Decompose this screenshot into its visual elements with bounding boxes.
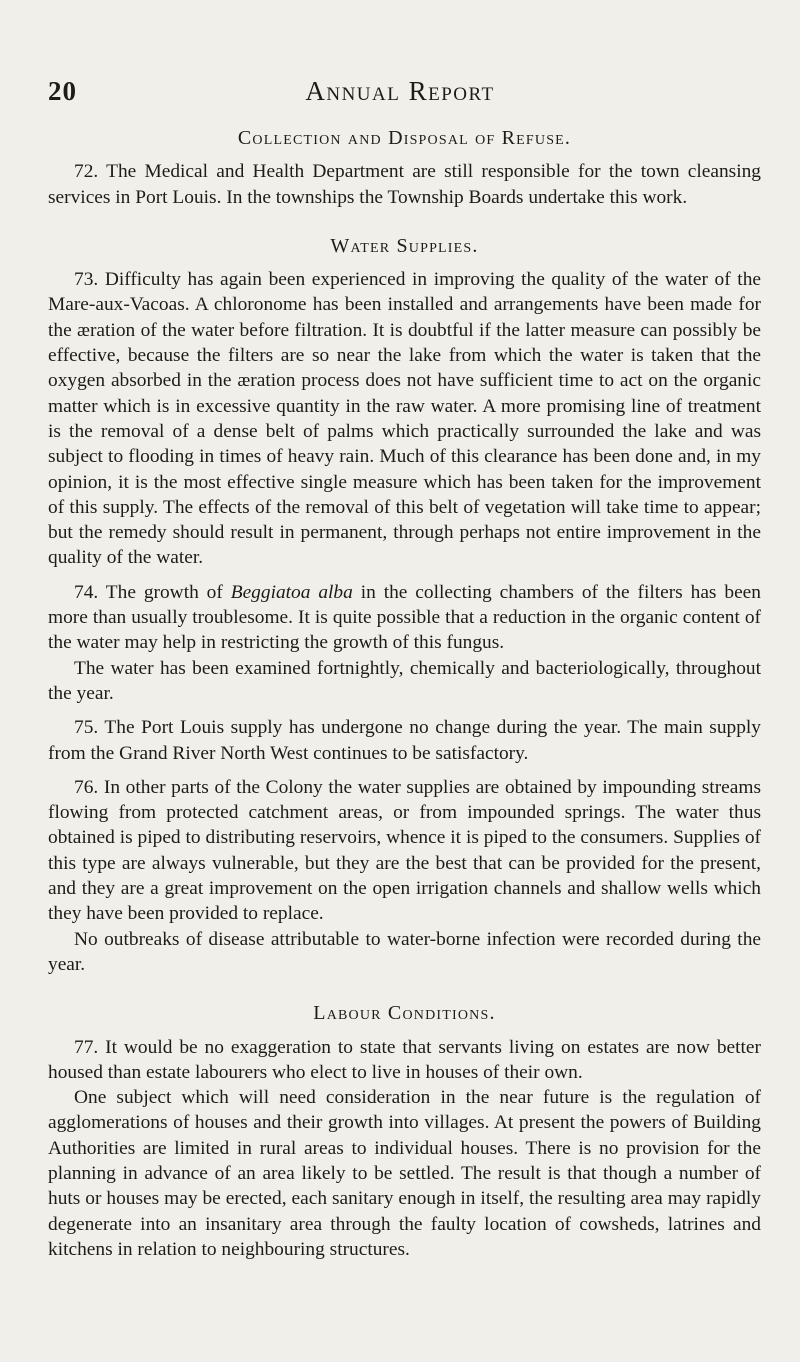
paragraph-72: 72. The Medical and Health Department are still responsible for the town cleansing services in Port Louis. In the townships the Township Boards undertake this work. [48,161,761,208]
body-text [48,126,761,1262]
running-title: Annual Report [305,76,495,106]
section-heading-refuse: Collection and Disposal of Refuse. [237,127,572,149]
page-number: 20 [48,76,77,106]
paragraph-75: 75. The Port Louis supply has undergone no change during the year. The main supply from the Grand River North West continues to be satisfactory. [48,717,761,764]
paragraph-74 [48,580,761,656]
paragraph-77-continued: One subject which will need consideration in the near future is the regulation of agglomerations of houses and their growth into villages. At present the powers of Building Authorities are limited in rural areas to individual houses. There is no provision for the planning in advance of an area likely to be settled. The result is that though a number of huts or houses may be erected, each sanitary enough in itself, the resulting area may rapidly degenerate into an insanitary area through the faulty location of cowsheds, latrines and kitchens in relation to neighbouring structures. [48,1087,761,1260]
paragraph-74-continued: The water has been examined fortnightly, chemically and bacteriologically, throughout the year. [48,657,761,704]
paragraph-74-text-start: 74. The growth of [74,581,231,603]
species-name: Beggiatoa alba [230,581,353,603]
paragraph-73: 73. Difficulty has again been experienced in improving the quality of the water of the Mare-aux-Vacoas. A chloronome has been installed and arrangements have been made for the æration of the water before filtration. It is doubtful if the latter measure can possibly be effective, because the filters are so near the lake from which the water is taken that the oxygen absorbed in the æration process does not have sufficient time to act on the organic matter which is in excessive quantity in the raw water. A more promising line of treatment is the removal of a dense belt of palms which practically surrounded the lake and was subject to flooding in times of heavy rain. Much of this clearance has been done and, in my opinion, it is the most effective single measure which has been taken for the improvement of this supply. The effects of the removal of this belt of vegetation will take time to appear; but the remedy should result in permanent, through perhaps not entire improvement in the quality of the water. [48,269,761,569]
paragraph-76: 76. In other parts of the Colony the water supplies are obtained by impounding streams flowing from protected catchment areas, or from impounded springs. The water thus obtained is piped to distributing reservoirs, whence it is piped to the consumers. Supplies of this type are always vulnerable, but they are the best that can be provided for the present, and they are a great improvement on the open irrigation channels and shallow wells which they have been provided to replace. [48,776,761,925]
paragraph-74-text-end: in the collecting chambers of the filters has been more than usually troublesome. It is quite possible that a reduction in the organic content of the water may help in restricting the growth of this fungus. [48,581,761,654]
paragraph-76-continued: No outbreaks of disease attributable to water-borne infection were recorded during the year. [48,928,761,975]
paragraph-77: 77. It would be no exaggeration to state that servants living on estates are now better housed than estate labourers who elect to live in houses of their own. [48,1036,761,1083]
section-heading-water: Water Supplies. [330,234,479,257]
running-head [48,76,752,116]
section-heading-labour: Labour Conditions. [313,1002,496,1025]
